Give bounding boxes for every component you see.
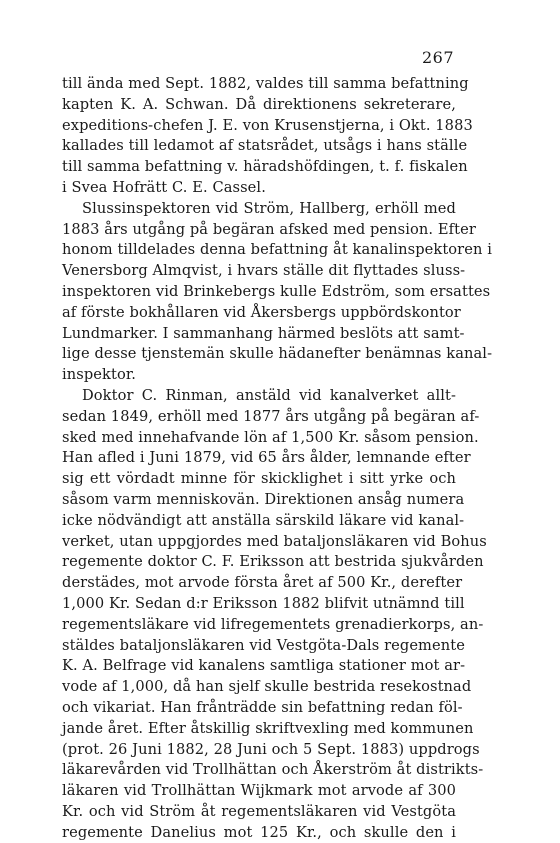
text-line: Lundmarker. I sammanhang härmed beslöts att samt- bbox=[62, 324, 465, 342]
text-line: expeditions-chefen J. E. von Krusenstjerna, i Okt. 1883 bbox=[62, 116, 473, 134]
text-line: till samma befattning v. häradshöfdingen, t. f. fiskalen bbox=[62, 158, 468, 176]
text-line: till ända med Sept. 1882, valdes till samma befattning bbox=[62, 75, 469, 92]
text-line: inspektor. bbox=[62, 366, 137, 384]
text-line: icke nödvändigt att anställa särskild läkare vid kanal- bbox=[62, 511, 465, 529]
text-line: K. A. Belfrage vid kanalens samtliga stationer mot ar- bbox=[62, 657, 466, 675]
text-line: (prot. 26 Juni 1882, 28 Juni och 5 Sept. 1883) uppdrogs bbox=[62, 740, 480, 758]
text-line: 1,000 Kr. Sedan d:r Eriksson 1882 blifvit utnämnd till bbox=[62, 594, 465, 612]
text-line: lige desse tjenstemän skulle hädanefter benämnas kanal- bbox=[62, 345, 493, 363]
text-line: Han afled i Juni 1879, vid 65 års ålder, lemnande efter bbox=[62, 449, 471, 467]
text-line: läkarevården vid Trollhättan och Åkerström åt distrikts- bbox=[62, 761, 484, 779]
text-line: Doktor C. Rinman, anstäld vid kanalverket allt- bbox=[82, 386, 456, 404]
text-line: jande året. Efter åtskillig skriftvexling med kommunen bbox=[62, 719, 474, 737]
text-line: kallades till ledamot af statsrådet, utsågs i hans ställe bbox=[62, 137, 468, 155]
body-text bbox=[62, 74, 493, 843]
text-line: kapten K. A. Schwan. Då direktionens sekreterare, bbox=[62, 95, 456, 113]
text-line: Kr. och vid Ström åt regementsläkaren vid Vestgöta bbox=[62, 802, 456, 820]
text-line: honom tilldelades denna befattning åt kanalinspektoren i bbox=[62, 241, 493, 259]
text-line: 1883 års utgång på begäran afsked med pension. Efter bbox=[62, 220, 476, 238]
text-line: vode af 1,000, då han sjelf skulle bestrida resekostnad bbox=[62, 678, 472, 696]
text-line: regementsläkare vid lifregementets grenadierkorps, an- bbox=[62, 615, 484, 633]
page-number: 267 bbox=[421, 48, 454, 67]
text-line: af förste bokhållaren vid Åkersbergs uppbördskontor bbox=[62, 303, 461, 321]
text-line: sedan 1849, erhöll med 1877 års utgång på begäran af- bbox=[62, 407, 480, 425]
text-line: såsom varm menniskovän. Direktionen ansåg numera bbox=[62, 490, 465, 508]
text-line: Venersborg Almqvist, i hvars ställe dit flyttades sluss- bbox=[62, 262, 466, 280]
text-line: sig ett vördadt minne för skicklighet i sitt yrke och bbox=[62, 470, 456, 488]
text-line: inspektoren vid Brinkebergs kulle Edström, som ersattes bbox=[62, 282, 491, 300]
text-line: verket, utan uppgjordes med bataljonsläkaren vid Bohus bbox=[62, 532, 487, 550]
text-line: Slussinspektoren vid Ström, Hallberg, erhöll med bbox=[82, 199, 456, 217]
text-line: sked med innehafvande lön af 1,500 Kr. såsom pension. bbox=[62, 428, 479, 446]
text-line: i Svea Hofrätt C. E. Cassel. bbox=[62, 178, 266, 196]
text-line: läkaren vid Trollhättan Wijkmark mot arvode af 300 bbox=[62, 782, 456, 800]
text-line: och vikariat. Han frånträdde sin befattning redan föl- bbox=[62, 698, 463, 716]
text-line: regemente doktor C. F. Eriksson att bestrida sjukvården bbox=[62, 553, 484, 571]
text-line: stäldes bataljonsläkaren vid Vestgöta-Dals regemente bbox=[62, 636, 465, 654]
text-line: regemente Danelius mot 125 Kr., och skulle den i bbox=[62, 823, 456, 841]
text-line: derstädes, mot arvode första året af 500 Kr., derefter bbox=[62, 574, 463, 592]
